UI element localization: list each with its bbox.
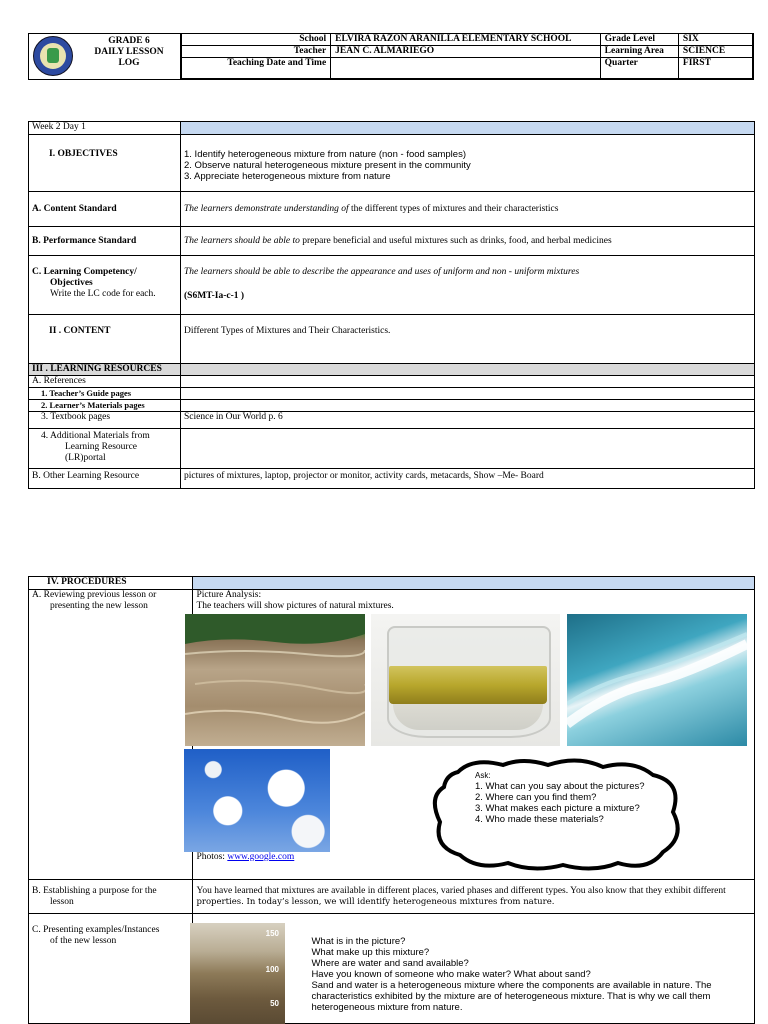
procedure-b-text: You have learned that mixtures are available in different places, varied phases and different types. You also know that they exhibit different [196,886,726,896]
grade-level-label: Grade Level [600,34,678,46]
week-header-band [181,122,755,135]
quarter-value: FIRST [678,58,752,79]
photos-credit-link[interactable]: www.google.com [227,852,295,862]
teachers-guide-label: 1. Teacher’s Guide pages [29,388,181,400]
procedure-c-question: What make up this mixture? [311,947,430,958]
ask-question: 4. Who made these materials? [475,814,604,825]
ask-title: Ask: [475,771,491,780]
procedure-c-label-line: of the new lesson [50,936,117,946]
objective-item: 1. Identify heterogeneous mixture from nature (non - food samples) [184,149,466,160]
additional-materials-value [181,429,755,469]
header-info-table [181,33,753,79]
procedure-c-paragraph: Sand and water is a heterogeneous mixture where the components are available in nature. The characteristics exhibited by the mixture are of heterogeneous mixture. That is why we call them heterogeneous mixture from nature. [311,980,712,1013]
procedure-c-label-line: C. Presenting examples/Instances [32,925,160,935]
ask-question: 3. What makes each picture a mixture? [475,803,640,814]
procedure-b-label-line: B. Establishing a purpose for the [32,886,157,896]
picture-analysis-text: The teachers will show pictures of natural mixtures. [196,601,394,611]
procedures-header-band [193,577,755,590]
quarter-label: Quarter [600,58,678,79]
procedure-b-label-line: lesson [50,897,74,907]
additional-materials-line: Learning Resource [65,442,138,452]
ocean-wave-photo [567,614,747,746]
content-standard-rest: the different types of mixtures and their characteristics [348,203,559,214]
picture-analysis-title: Picture Analysis: [196,590,262,600]
teachers-guide-value [181,388,755,400]
textbook-label: 3. Textbook pages [29,412,181,429]
school-value: ELVIRA RAZON ARANILLA ELEMENTARY SCHOOL [331,34,600,46]
header-title-line: GRADE 6 [108,36,150,46]
cylinder-mark: 100 [265,965,279,974]
procedure-a-label [29,590,193,880]
clouds-sky-photo [184,749,330,852]
content-label: II . CONTENT [29,315,181,364]
procedure-b-label [29,880,193,914]
other-resource-value: pictures of mixtures, laptop, projector or monitor, activity cards, metacards, Show –Me- Board [181,469,755,489]
header-table [28,33,754,80]
performance-standard-rest: prepare beneficial and useful mixtures such as drinks, food, and herbal medicines [299,235,612,246]
teacher-value: JEAN C. ALMARIEGO [331,46,600,58]
teacher-label: Teacher [182,46,331,58]
references-value [181,376,755,388]
performance-standard-label: B. Performance Standard [29,227,181,256]
ask-question: 1. What can you say about the pictures? [475,781,645,792]
photos-credit-label: Photos: [196,852,228,862]
resources-heading-band [181,364,755,376]
content-standard-text [181,192,755,227]
procedure-a-label-line: presenting the new lesson [50,601,148,611]
header-title-line: LOG [118,58,140,68]
procedure-c-label [29,914,193,1024]
additional-materials-line: 4. Additional Materials from [41,431,150,441]
learners-materials-value [181,400,755,412]
other-resource-label: B. Other Learning Resource [29,469,181,489]
objective-item: 3. Appreciate heterogeneous mixture from nature [184,171,391,182]
competency-code: (S6MT-Ia-c-1 ) [184,291,245,301]
competency-label-line: Objectives [50,278,93,288]
content-standard-label: A. Content Standard [29,192,181,227]
ask-question: 2. Where can you find them? [475,792,597,803]
performance-standard-italic: The learners should be able to [184,235,300,246]
competency-label [29,256,181,315]
learners-materials-label: 2. Learner’s Materials pages [29,400,181,412]
learning-area-label: Learning Area [600,46,678,58]
oil-and-water-glass-photo [371,614,560,746]
additional-materials-label [29,429,181,469]
grade-level-value: SIX [678,34,752,46]
header-title-block [29,34,181,79]
muddy-river-photo [185,614,365,746]
teaching-date-value [331,58,600,79]
competency-text-cell [181,256,755,315]
references-label: A. References [29,376,181,388]
performance-standard-text [181,227,755,256]
learning-area-value: SCIENCE [678,46,752,58]
resources-heading: III . LEARNING RESOURCES [29,364,181,376]
ask-questions [475,770,655,825]
procedure-a-label-line: A. Reviewing previous lesson or [32,590,157,600]
procedure-b-content [193,880,755,914]
teaching-date-label: Teaching Date and Time [182,58,331,79]
additional-materials-line: (LR)portal [65,453,106,463]
objectives-heading: I. OBJECTIVES [29,135,181,192]
week-day-cell: Week 2 Day 1 [29,122,181,135]
procedure-c-question: What is in the picture? [311,936,406,947]
procedure-c-question: Have you known of someone who make water? What about sand? [311,969,591,980]
content-standard-italic: The learners demonstrate understanding of [184,203,349,214]
sand-water-cylinder-photo [190,923,285,1024]
procedures-heading: IV. PROCEDURES [29,577,193,590]
lesson-table [28,121,755,489]
competency-text: The learners should be able to describe the appearance and uses of uniform and non - uniform mixtures [184,267,580,277]
cylinder-mark: 50 [270,999,279,1008]
content-text: Different Types of Mixtures and Their Characteristics. [181,315,755,364]
procedure-b-text: properties. In today’s lesson, we will identify heterogeneous mixtures from nature. [196,897,555,907]
competency-label-line: C. Learning Competency/ [32,267,137,277]
procedure-c-question: Where are water and sand available? [311,958,469,969]
cylinder-mark: 150 [265,929,279,938]
objectives-list [181,135,755,192]
objective-item: 2. Observe natural heterogeneous mixture present in the community [184,160,471,171]
competency-label-line: Write the LC code for each. [50,289,156,299]
textbook-value: Science in Our World p. 6 [181,412,755,429]
header-title-line: DAILY LESSON [94,47,164,57]
school-seal-icon [33,36,73,76]
school-label: School [182,34,331,46]
